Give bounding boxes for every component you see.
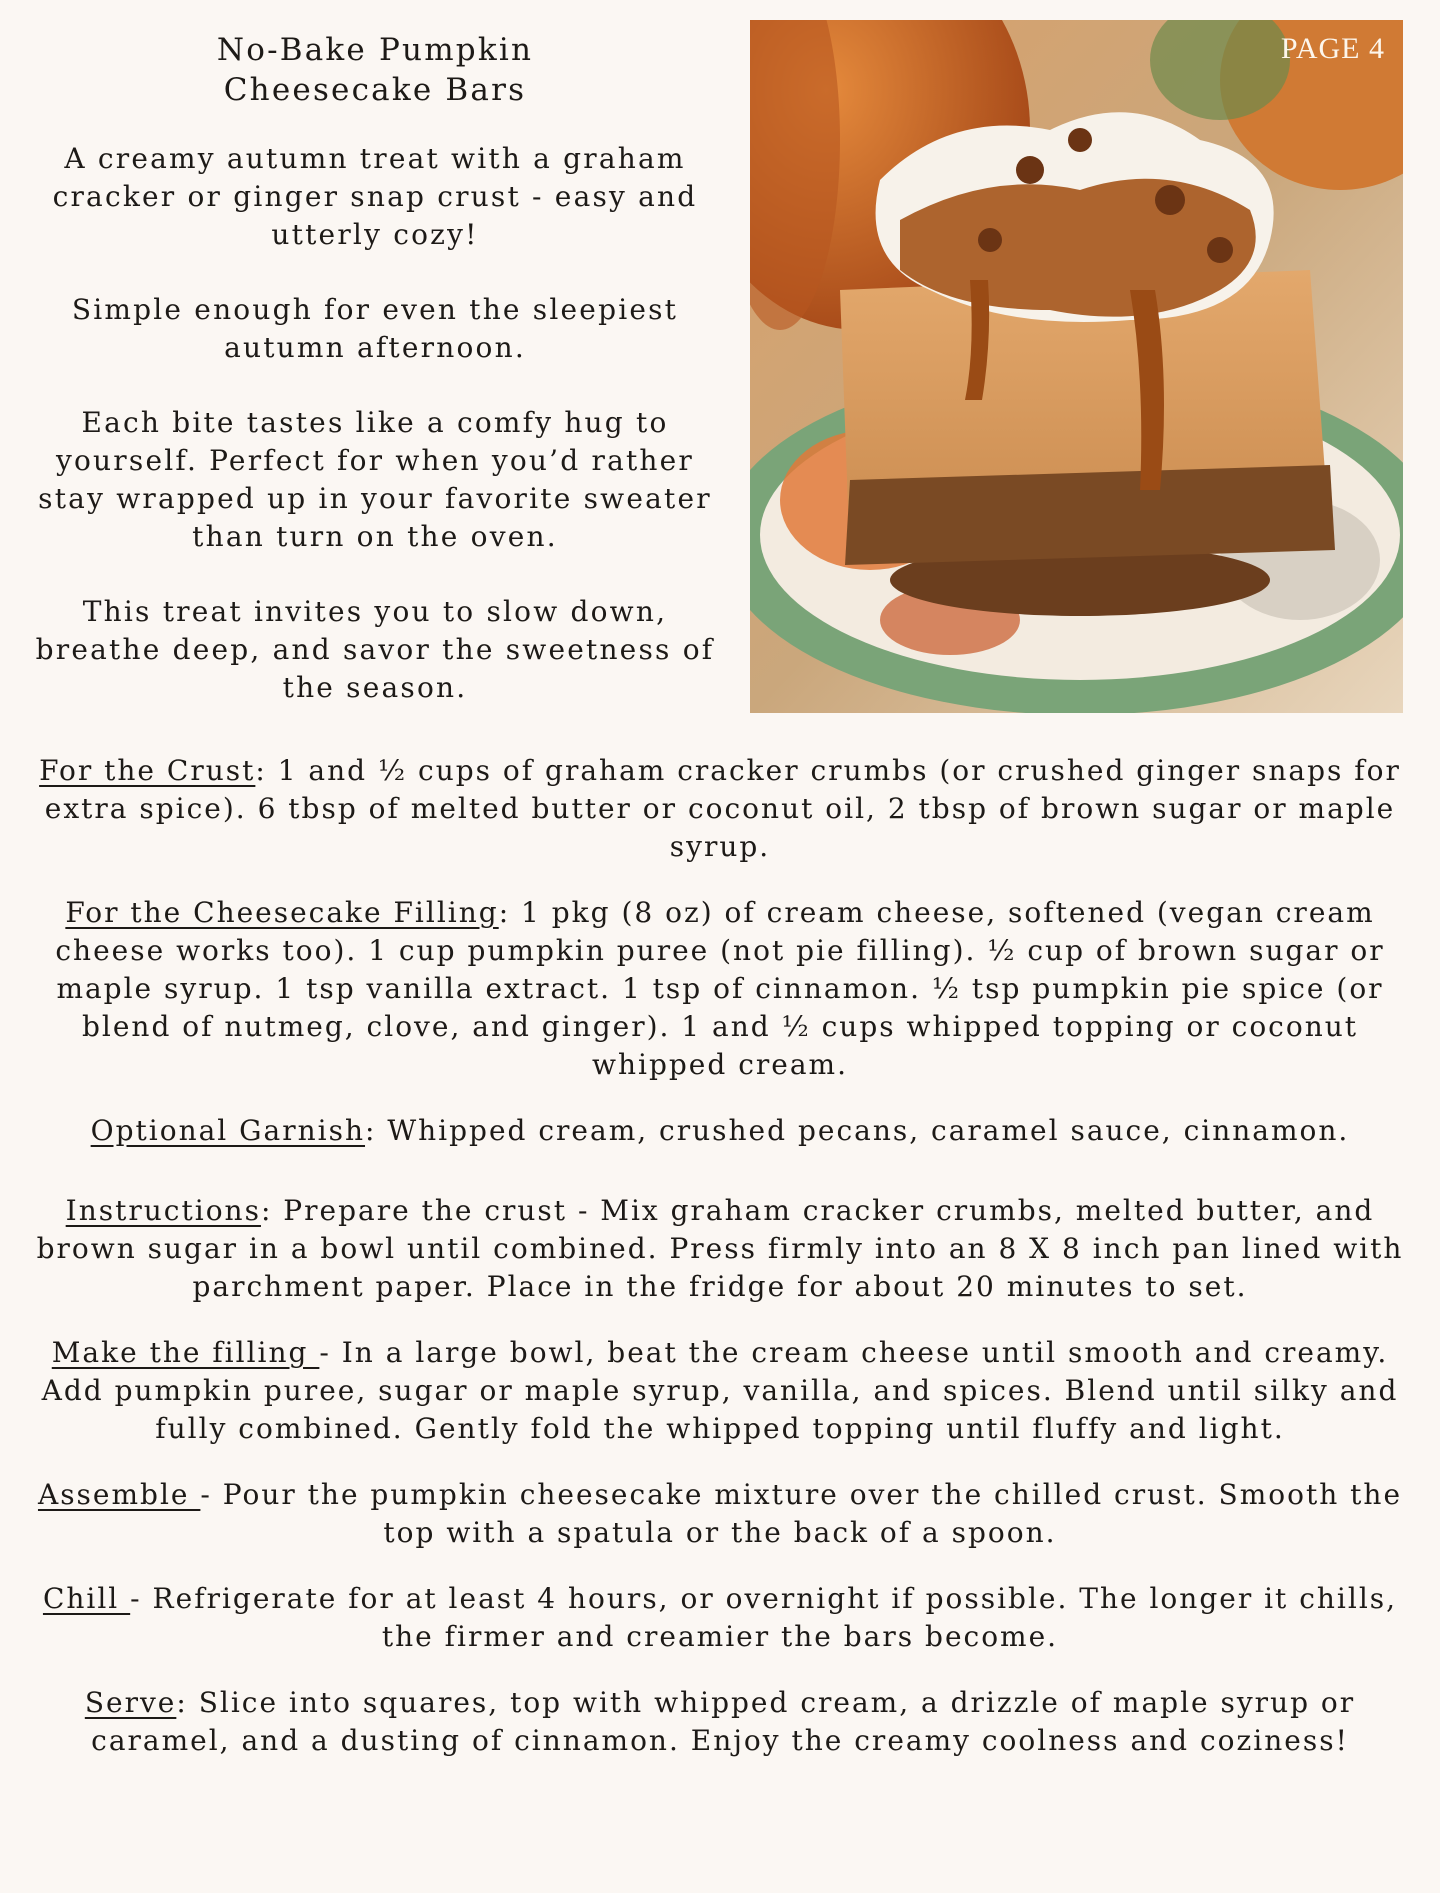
intro-paragraph-2: Simple enough for even the sleepiest autumn afternoon. bbox=[71, 293, 679, 364]
section-separator: - bbox=[130, 1582, 153, 1615]
recipe-body bbox=[26, 752, 1414, 1788]
intro-block bbox=[30, 30, 720, 744]
intro-paragraph-1: A creamy autumn treat with a graham cracker or ginger snap crust - easy and utterly cozy! bbox=[52, 142, 698, 251]
section-heading: Optional Garnish bbox=[90, 1114, 366, 1147]
recipe-title bbox=[30, 30, 720, 110]
section-separator: : bbox=[498, 896, 522, 929]
title-line-2: Cheesecake Bars bbox=[223, 72, 527, 108]
intro-paragraph-4: This treat invites you to slow down, breathe deep, and savor the sweetness of the season. bbox=[35, 595, 715, 704]
section-instructions bbox=[26, 1192, 1414, 1306]
section-heading: Assemble bbox=[37, 1478, 201, 1511]
section-separator: : bbox=[260, 1194, 284, 1227]
section-separator: : bbox=[176, 1686, 199, 1719]
section-text: Slice into squares, top with whipped cream, a drizzle of maple syrup or caramel, and a dusting of cinnamon. Enjoy the creamy coolness and coziness! bbox=[91, 1686, 1356, 1757]
section-text: In a large bowl, beat the cream cheese until smooth and creamy. Add pumpkin puree, sugar or maple syrup, vanilla, and spices. Blend until silky and fully combined. Gently fold the whipped topping until fluffy and light. bbox=[41, 1336, 1399, 1445]
section-text: Pour the pumpkin cheesecake mixture over the chilled crust. Smooth the top with a spatula or the back of a spoon. bbox=[222, 1478, 1403, 1549]
intro-paragraph-3: Each bite tastes like a comfy hug to yourself. Perfect for when you’d rather stay wrapped up in your favorite sweater than turn on the oven. bbox=[38, 406, 712, 553]
page-number: PAGE 4 bbox=[1280, 32, 1385, 65]
section-heading: For the Cheesecake Filling bbox=[65, 896, 499, 929]
section-text: 1 and ½ cups of graham cracker crumbs (or crushed ginger snaps for extra spice). 6 tbsp of melted butter or coconut oil, 2 tbsp of brown sugar or maple syrup. bbox=[44, 754, 1401, 863]
section-assemble bbox=[26, 1476, 1414, 1552]
section-separator: - bbox=[319, 1336, 342, 1369]
section-separator: : bbox=[255, 754, 278, 787]
section-text: Refrigerate for at least 4 hours, or overnight if possible. The longer it chills, the firmer and creamier the bars become. bbox=[152, 1582, 1398, 1653]
section-filling bbox=[26, 894, 1414, 1084]
section-heading: Make the filling bbox=[51, 1336, 320, 1369]
section-heading: Chill bbox=[42, 1582, 131, 1615]
section-crust bbox=[26, 752, 1414, 866]
section-chill bbox=[26, 1580, 1414, 1656]
section-garnish bbox=[26, 1112, 1414, 1150]
section-separator: - bbox=[200, 1478, 223, 1511]
section-heading: For the Crust bbox=[39, 754, 256, 787]
pumpkin-cheesecake-photo-icon bbox=[750, 20, 1403, 713]
section-text: 1 pkg (8 oz) of cream cheese, softened (vegan cream cheese works too). 1 cup pumpkin puree (not pie filling). ½ cup of brown sugar or maple syrup. 1 tsp vanilla extract. 1 tsp of cinnamon. ½ tsp pumpkin pie spice (or blend of nutmeg, clove, and ginger). 1 and ½ cups whipped topping or coconut whipped cream. bbox=[55, 896, 1385, 1081]
section-make-filling bbox=[26, 1334, 1414, 1448]
section-text: Whipped cream, crushed pecans, caramel sauce, cinnamon. bbox=[387, 1114, 1350, 1147]
section-heading: Instructions bbox=[65, 1194, 261, 1227]
section-text: Prepare the crust - Mix graham cracker crumbs, melted butter, and brown sugar in a bowl until combined. Press firmly into an 8 X 8 inch pan lined with parchment paper. Place in the fridge for about 20 minutes to set. bbox=[36, 1194, 1404, 1303]
section-serve bbox=[26, 1684, 1414, 1760]
cheesecake-photo bbox=[750, 20, 1403, 713]
title-line-1: No-Bake Pumpkin bbox=[216, 32, 534, 68]
section-separator: : bbox=[365, 1114, 388, 1147]
section-heading: Serve bbox=[84, 1686, 177, 1719]
